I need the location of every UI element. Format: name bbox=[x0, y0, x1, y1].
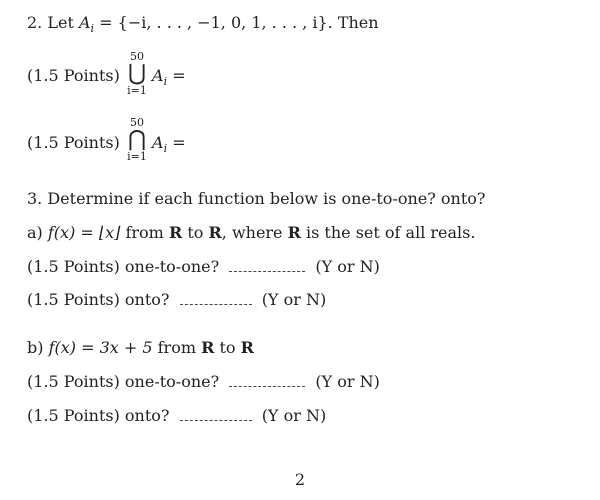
q3b-to: to bbox=[214, 338, 241, 357]
q2-intro bbox=[27, 13, 379, 35]
union-operator bbox=[126, 51, 148, 97]
page-number: 2 bbox=[294, 470, 306, 489]
q3b-statement bbox=[27, 338, 254, 358]
union-expr-sub: i bbox=[163, 75, 168, 88]
q2-set-sub: i bbox=[90, 22, 95, 35]
q3b-one-to-one-row bbox=[27, 372, 380, 392]
q3b-label: b) bbox=[27, 338, 44, 357]
union-lower-limit: i=1 bbox=[127, 84, 147, 97]
q3a-codomain: R bbox=[208, 223, 222, 242]
q2-set-def: = {−i, . . . , −1, 0, 1, . . . , i}. Then bbox=[99, 13, 379, 32]
intersection-upper-limit: 50 bbox=[130, 116, 144, 129]
union-upper-limit: 50 bbox=[130, 50, 144, 63]
q3a-tail: is the set of all reals. bbox=[300, 223, 476, 242]
intersection-lower-limit: i=1 bbox=[127, 150, 147, 163]
q2-set-var: A bbox=[78, 13, 91, 32]
q2-union-expr bbox=[152, 66, 186, 88]
q2-intro-prefix: 2. Let bbox=[27, 13, 74, 32]
q2-intersection-points: (1.5 Points) bbox=[27, 133, 120, 152]
q3b-onto-row bbox=[27, 406, 326, 426]
q3b-one-to-one-answer-blank[interactable] bbox=[229, 385, 305, 387]
q3b-one-to-one-prompt: (1.5 Points) one-to-one? bbox=[27, 372, 220, 391]
q3a-one-to-one-answer-blank[interactable] bbox=[229, 270, 305, 272]
intersection-expr-sub: i bbox=[163, 142, 168, 155]
intersection-expr-var: A bbox=[152, 133, 164, 152]
q3a-onto-prompt: (1.5 Points) onto? bbox=[27, 290, 170, 309]
q3a-one-to-one-row bbox=[27, 257, 380, 277]
q3a-domain: R bbox=[168, 223, 183, 242]
union-eq: = bbox=[172, 66, 186, 85]
q3-prompt: 3. Determine if each function below is one-to-one? onto? bbox=[27, 189, 486, 208]
q3a-one-to-one-choice: (Y or N) bbox=[315, 257, 380, 276]
q3a-onto-row bbox=[27, 290, 326, 310]
q3b-onto-answer-blank[interactable] bbox=[180, 419, 252, 421]
q3b-codomain: R bbox=[240, 338, 254, 357]
intersection-eq: = bbox=[172, 133, 186, 152]
q3a-onto-choice: (Y or N) bbox=[261, 290, 327, 309]
q3a-onto-answer-blank[interactable] bbox=[180, 303, 252, 305]
q3b-one-to-one-choice: (Y or N) bbox=[315, 372, 380, 391]
q3b-function: f(x) = 3x + 5 bbox=[48, 338, 153, 357]
q2-union-points: (1.5 Points) bbox=[27, 66, 120, 85]
q3a-function: f(x) = ⌊x⌋ bbox=[47, 223, 121, 242]
union-expr-var: A bbox=[152, 66, 164, 85]
union-symbol: ⋃ bbox=[127, 61, 147, 86]
q3a-to: to bbox=[182, 223, 209, 242]
intersection-symbol: ⋂ bbox=[127, 127, 147, 152]
q3a-one-to-one-prompt: (1.5 Points) one-to-one? bbox=[27, 257, 220, 276]
q3a-from: from bbox=[120, 223, 169, 242]
q2-intersection-expr bbox=[152, 133, 186, 155]
q3b-from: from bbox=[152, 338, 202, 357]
q3a-label: a) bbox=[27, 223, 43, 242]
q3a-statement bbox=[27, 223, 475, 243]
q3b-domain: R bbox=[201, 338, 215, 357]
q3b-onto-choice: (Y or N) bbox=[261, 406, 327, 425]
q3b-onto-prompt: (1.5 Points) onto? bbox=[27, 406, 170, 425]
q3a-where: , where bbox=[221, 223, 288, 242]
intersection-operator bbox=[126, 117, 148, 163]
q3a-reals-symbol: R bbox=[287, 223, 301, 242]
